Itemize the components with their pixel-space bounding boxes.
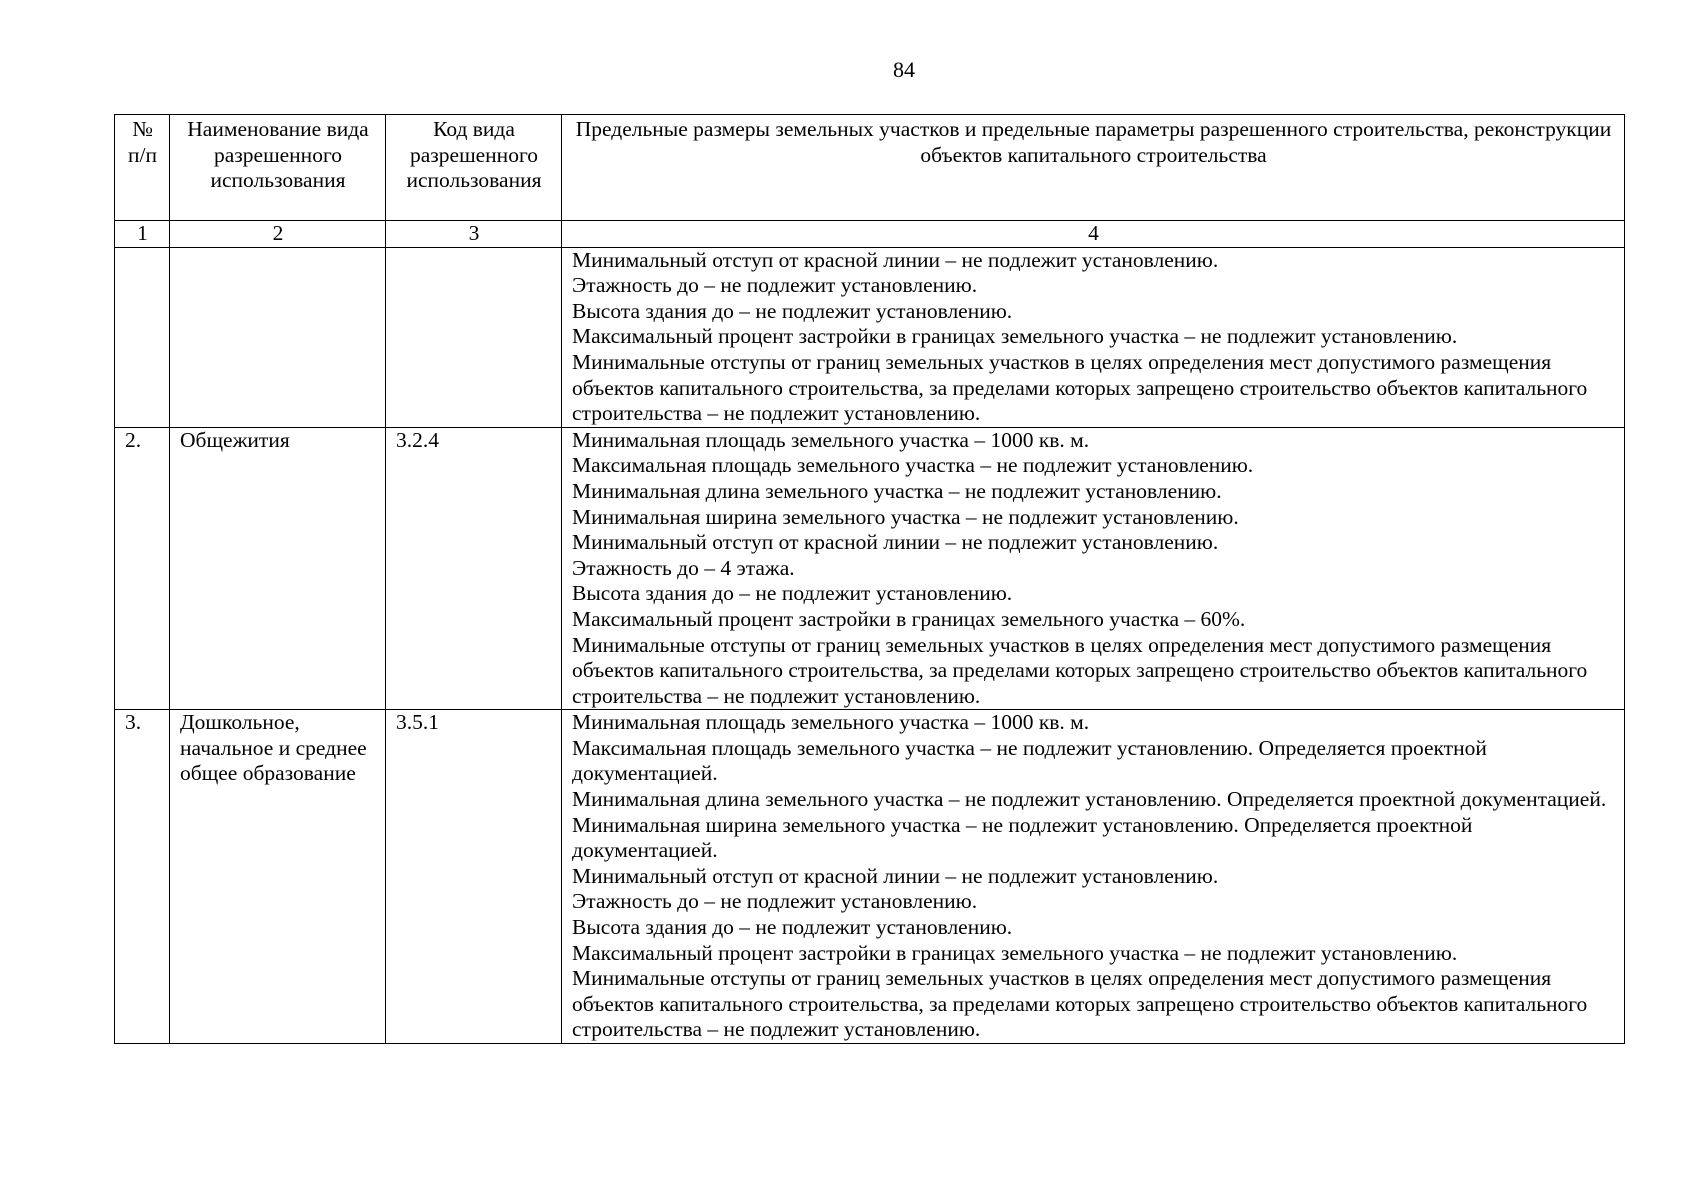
column-number-1: 1 — [115, 221, 170, 248]
param-line: Максимальная площадь земельного участка – не подлежит установлению. Определяется проектной документацией. — [572, 735, 1487, 786]
row-num: 3. — [115, 710, 170, 1044]
param-line: Этажность до – не подлежит установлению. — [572, 889, 978, 914]
row-code: 3.5.1 — [386, 710, 562, 1044]
row-num — [115, 247, 170, 427]
param-line: Минимальная ширина земельного участка – не подлежит установлению. Определяется проектной документацией. — [572, 812, 1473, 863]
row-code — [386, 247, 562, 427]
param-line: Максимальная площадь земельного участка – не подлежит установлению. — [572, 453, 1254, 478]
param-line: Минимальный отступ от красной линии – не подлежит установлению. — [572, 863, 1219, 888]
row-params — [562, 710, 1625, 1044]
row-name — [170, 247, 386, 427]
table-row — [115, 710, 1625, 1044]
row-code: 3.2.4 — [386, 427, 562, 710]
param-line: Минимальный отступ от красной линии – не подлежит установлению. — [572, 247, 1219, 272]
header-num: № п/п — [115, 115, 170, 221]
param-line: Минимальный отступ от красной линии – не подлежит установлению. — [572, 530, 1219, 555]
param-line: Высота здания до – не подлежит установлению. — [572, 581, 1013, 606]
param-line: Максимальный процент застройки в границах земельного участка – 60%. — [572, 606, 1246, 631]
row-num: 2. — [115, 427, 170, 710]
param-line: Этажность до – не подлежит установлению. — [572, 273, 978, 298]
page-number: 84 — [893, 57, 915, 82]
param-line: Минимальная ширина земельного участка – не подлежит установлению. — [572, 504, 1239, 529]
param-line: Минимальные отступы от границ земельных участков в целях определения мест допустимого размещения объектов капитального строительства, за пределами которых запрещено строительство объектов капитального строительства – не подлежит установлению. — [572, 632, 1588, 708]
param-line: Минимальная площадь земельного участка – 1000 кв. м. — [572, 427, 1090, 452]
param-line: Минимальные отступы от границ земельных участков в целях определения мест допустимого размещения объектов капитального строительства, за пределами которых запрещено строительство объектов капитального строительства – не подлежит установлению. — [572, 349, 1588, 426]
column-number-4: 4 — [562, 221, 1625, 248]
table-header-row — [115, 115, 1625, 221]
param-line: Минимальная площадь земельного участка – 1000 кв. м. — [572, 710, 1090, 735]
header-params: Предельные размеры земельных участков и предельные параметры разрешенного строительства, реконструкции объектов капитального строительства — [562, 115, 1625, 221]
param-line: Высота здания до – не подлежит установлению. — [572, 915, 1013, 940]
param-line: Этажность до – 4 этажа. — [572, 555, 795, 580]
param-line: Минимальная длина земельного участка – не подлежит установлению. — [572, 478, 1222, 503]
table-row — [115, 247, 1625, 427]
row-params — [562, 427, 1625, 710]
header-name: Наименование вида разрешенного использования — [170, 115, 386, 221]
column-number-row — [115, 221, 1625, 248]
param-line: Высота здания до – не подлежит установлению. — [572, 298, 1013, 323]
regulations-table — [114, 114, 1625, 1044]
table-row — [115, 427, 1625, 710]
param-line: Максимальный процент застройки в границах земельного участка – не подлежит установлению. — [572, 940, 1458, 965]
header-code: Код вида разрешенного использования — [386, 115, 562, 221]
row-name: Дошкольное, начальное и среднее общее образование — [170, 710, 386, 1044]
column-number-2: 2 — [170, 221, 386, 248]
param-line: Максимальный процент застройки в границах земельного участка – не подлежит установлению. — [572, 324, 1458, 349]
param-line: Минимальные отступы от границ земельных участков в целях определения мест допустимого размещения объектов капитального строительства, за пределами которых запрещено строительство объектов капитального строительства – не подлежит установлению. — [572, 966, 1588, 1042]
column-number-3: 3 — [386, 221, 562, 248]
param-line: Минимальная длина земельного участка – не подлежит установлению. Определяется проектной документацией. — [572, 787, 1607, 812]
row-name: Общежития — [170, 427, 386, 710]
row-params — [562, 247, 1625, 427]
